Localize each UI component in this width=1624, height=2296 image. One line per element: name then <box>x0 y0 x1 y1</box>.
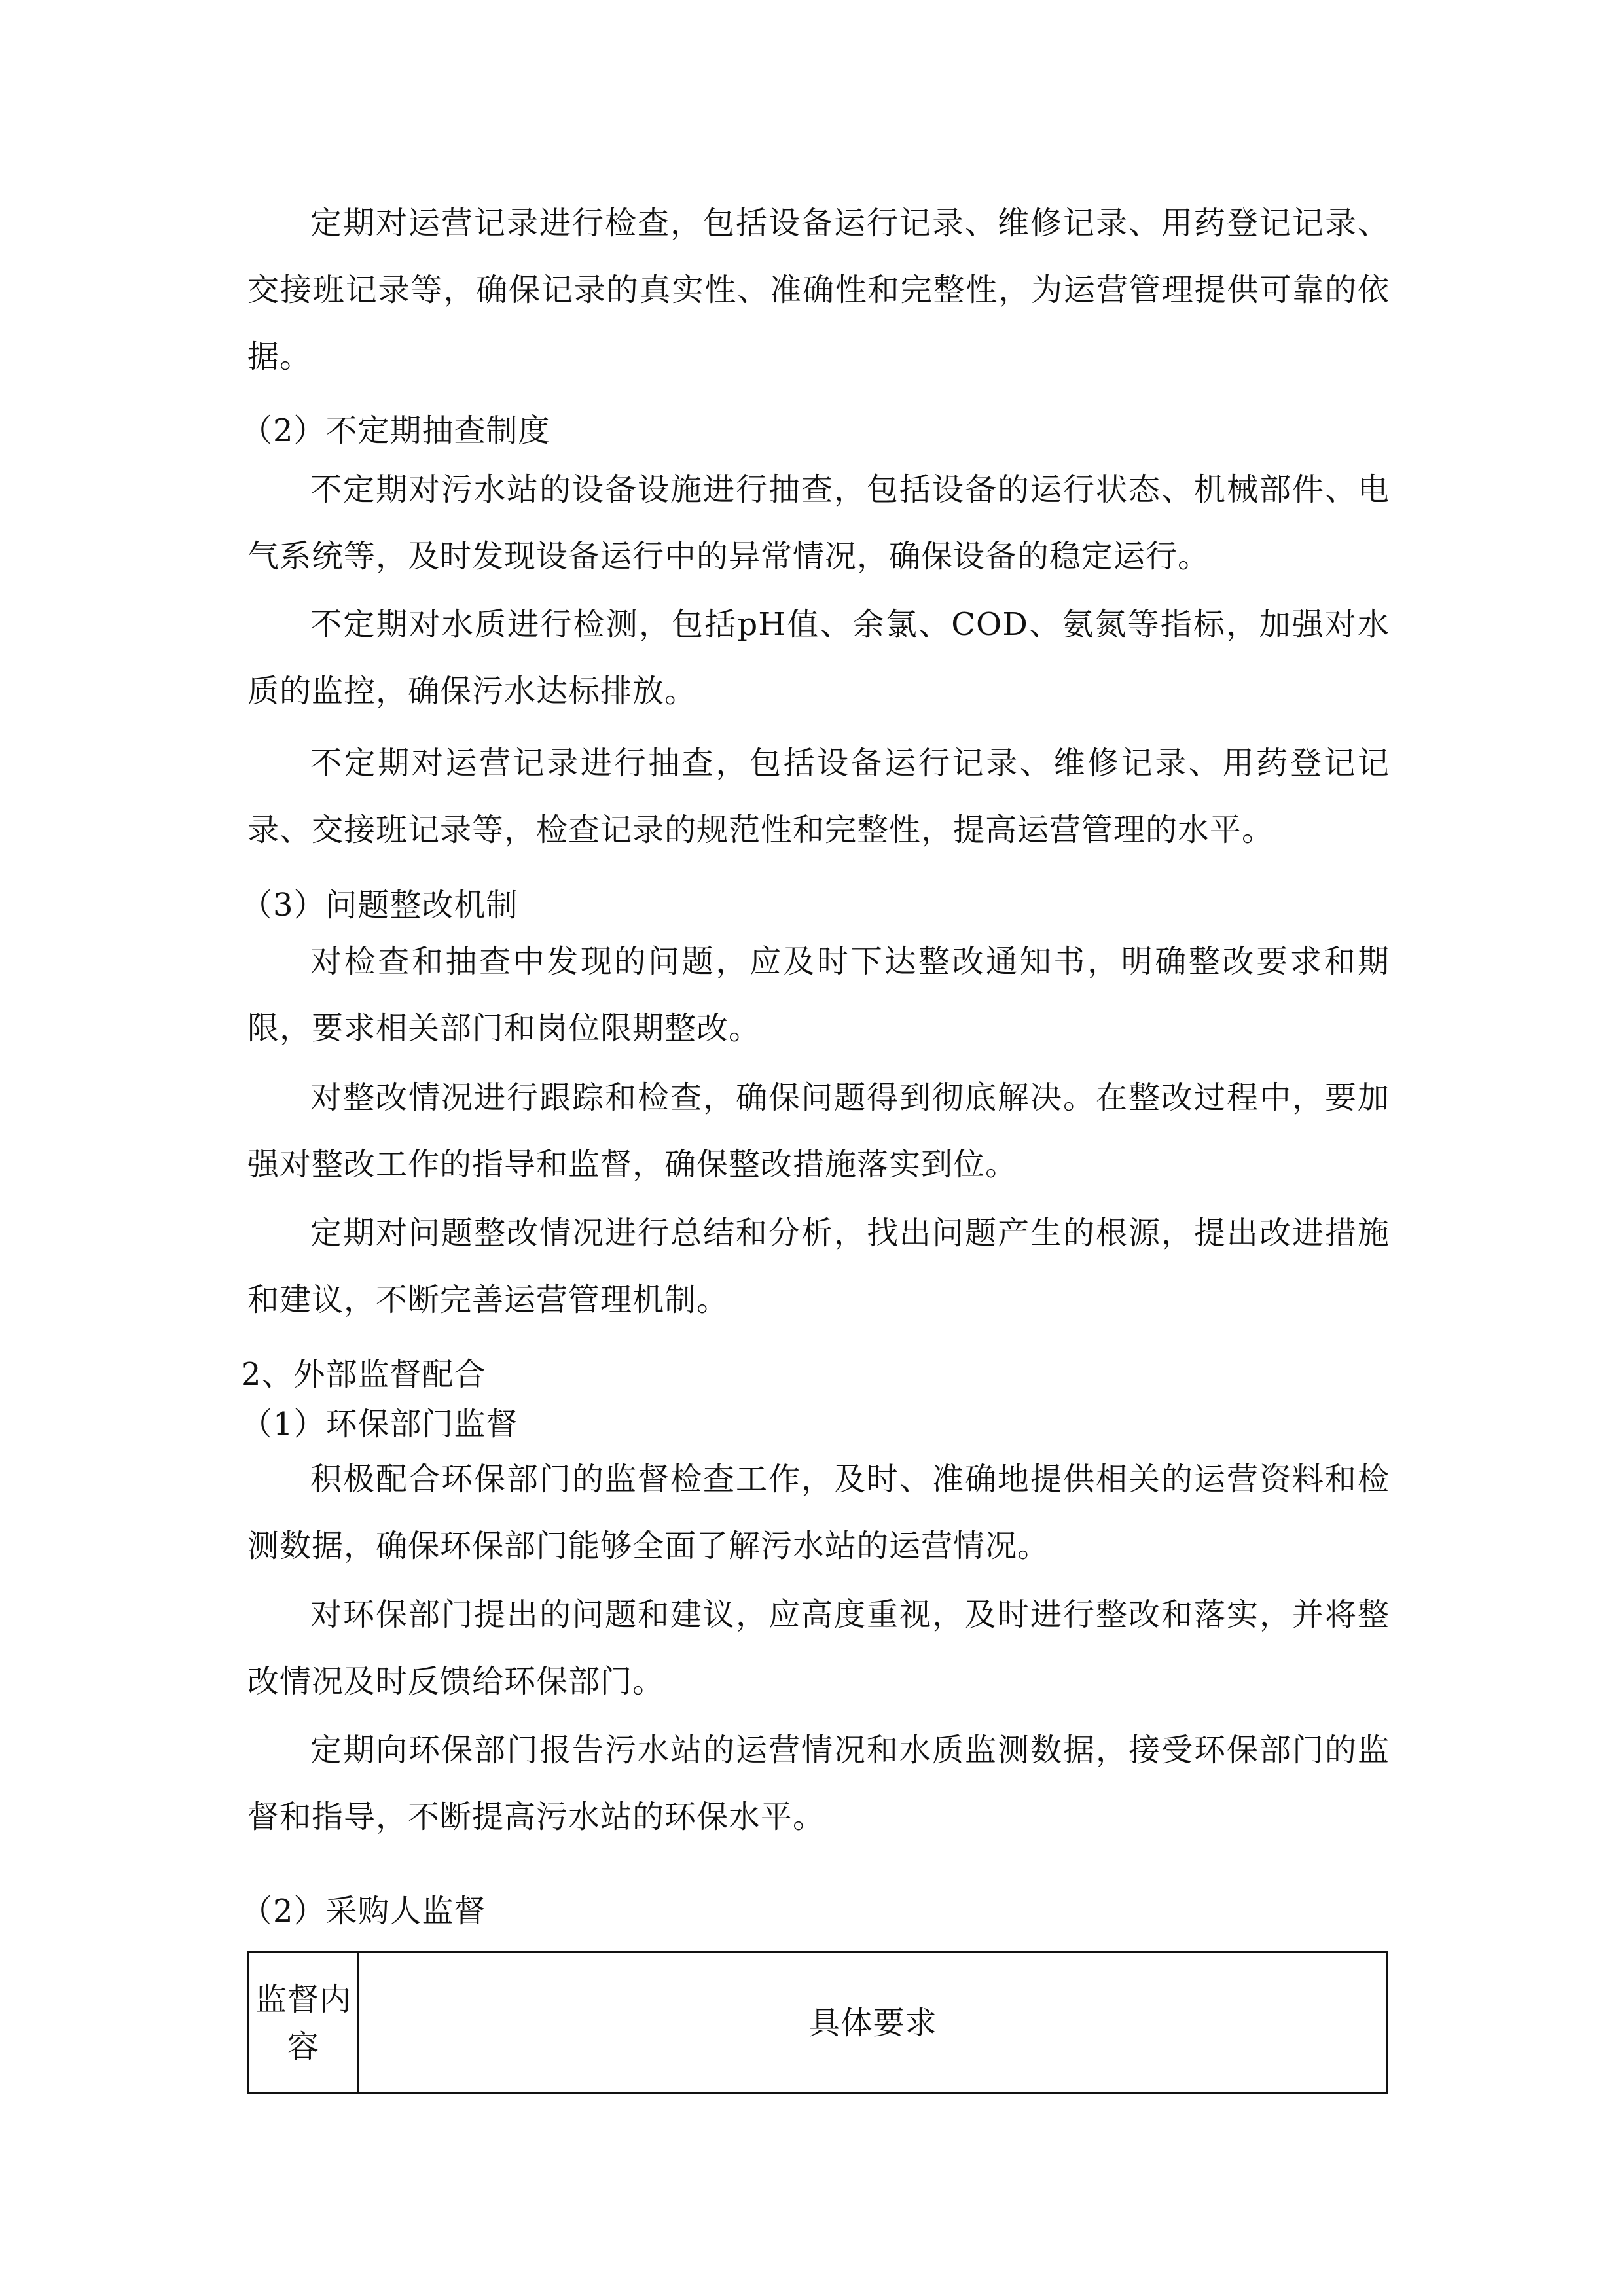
heading-purchaser-supervision: （2）采购人监督 <box>241 1893 486 1929</box>
paragraph-rectification-tracking: 对整改情况进行跟踪和检查，确保问题得到彻底解决。在整改过程中，要加强对整改工作的指导和监督，确保整改措施落实到位。 <box>247 1079 1390 1183</box>
supervision-requirements-table <box>247 1951 1388 2094</box>
paragraph-environmental-report: 定期向环保部门报告污水站的运营情况和水质监测数据，接受环保部门的监督和指导，不断提高污水站的环保水平。 <box>247 1732 1390 1835</box>
paragraph-water-quality-check: 不定期对水质进行检测，包括pH值、余氯、COD、氨氮等指标，加强对水质的监控，确保污水达标排放。 <box>247 606 1390 709</box>
paragraph-rectification-notice: 对检查和抽查中发现的问题，应及时下达整改通知书，明确整改要求和期限，要求相关部门和岗位限期整改。 <box>247 943 1390 1047</box>
paragraph-environmental-feedback: 对环保部门提出的问题和建议，应高度重视，及时进行整改和落实，并将整改情况及时反馈给环保部门。 <box>247 1596 1390 1700</box>
table-header-specific-requirements: 具体要求 <box>359 1952 1388 2094</box>
paragraph-periodic-record-check: 定期对运营记录进行检查，包括设备运行记录、维修记录、用药登记记录、交接班记录等，确保记录的真实性、准确性和完整性，为运营管理提供可靠的依据。 <box>247 205 1390 375</box>
heading-external-supervision: 2、外部监督配合 <box>241 1356 486 1393</box>
heading-environmental-dept: （1）环保部门监督 <box>241 1406 518 1443</box>
paragraph-record-spot-check: 不定期对运营记录进行抽查，包括设备运行记录、维修记录、用药登记记录、交接班记录等，检查记录的规范性和完整性，提高运营管理的水平。 <box>247 745 1390 848</box>
table-header-supervision-content: 监督内容 <box>249 1952 359 2094</box>
paragraph-equipment-spot-check: 不定期对污水站的设备设施进行抽查，包括设备的运行状态、机械部件、电气系统等，及时发现设备运行中的异常情况，确保设备的稳定运行。 <box>247 471 1390 575</box>
heading-random-inspection: （2）不定期抽查制度 <box>241 412 550 449</box>
heading-rectification-mechanism: （3）问题整改机制 <box>241 887 518 924</box>
table-header-row <box>249 1952 1388 2094</box>
paragraph-cooperate-environmental: 积极配合环保部门的监督检查工作，及时、准确地提供相关的运营资料和检测数据，确保环保部门能够全面了解污水站的运营情况。 <box>247 1461 1390 1564</box>
paragraph-rectification-summary: 定期对问题整改情况进行总结和分析，找出问题产生的根源，提出改进措施和建议，不断完善运营管理机制。 <box>247 1215 1390 1318</box>
